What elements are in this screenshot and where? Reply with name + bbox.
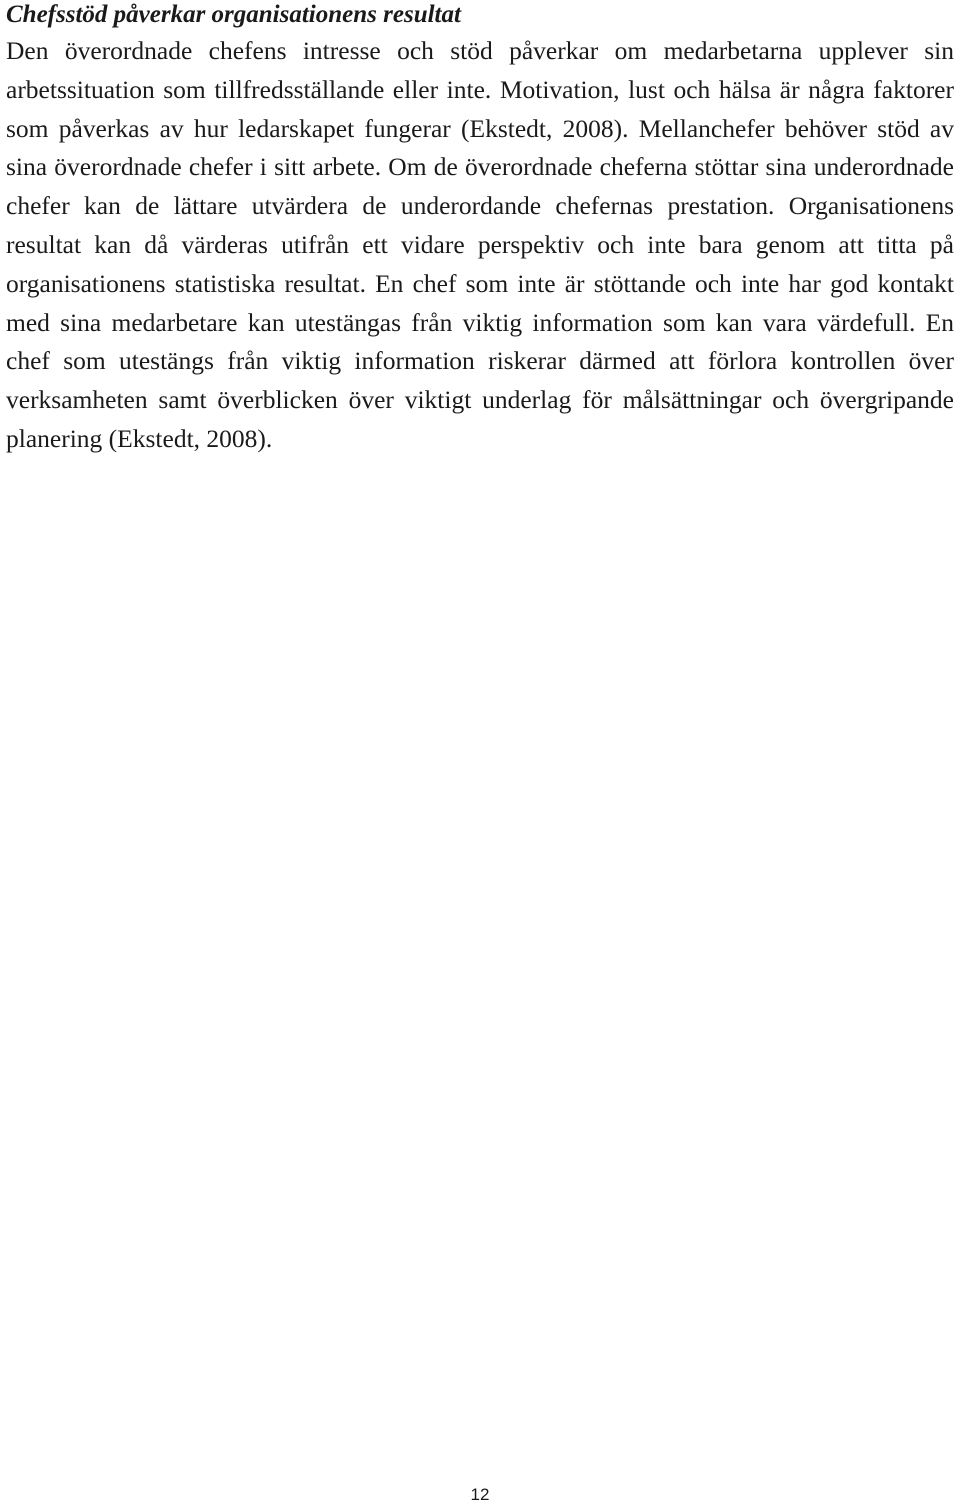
body-paragraph: Den överordnade chefens intresse och stöd påverkar om medarbetarna upplever sin arbetssituation som tillfredsställande eller inte. Motivation, lust och hälsa är några faktorer som påverkas av hur ledarskapet fungerar (Ekstedt, 2008). Mellanchefer behöver stöd av sina överordnade chefer i sitt arbete. Om de överordnade cheferna stöttar sina underordnade chefer kan de lättare utvärdera de underordande chefernas prestation. Organisationens resultat kan då värderas utifrån ett vidare perspektiv och inte bara genom att titta på organisationens statistiska resultat. En chef som inte är stöttande och inte har god kontakt med sina medarbetare kan utestängas från viktig information som kan vara värdefull. En chef som utestängs från viktig information riskerar därmed att förlora kontrollen över verksamheten samt överblicken över viktigt underlag för målsättningar och övergripande planering (Ekstedt, 2008). [6,36,954,453]
section-heading: Chefsstöd påverkar organisationens resultat [6,1,461,28]
page-number: 12 [470,1485,490,1504]
